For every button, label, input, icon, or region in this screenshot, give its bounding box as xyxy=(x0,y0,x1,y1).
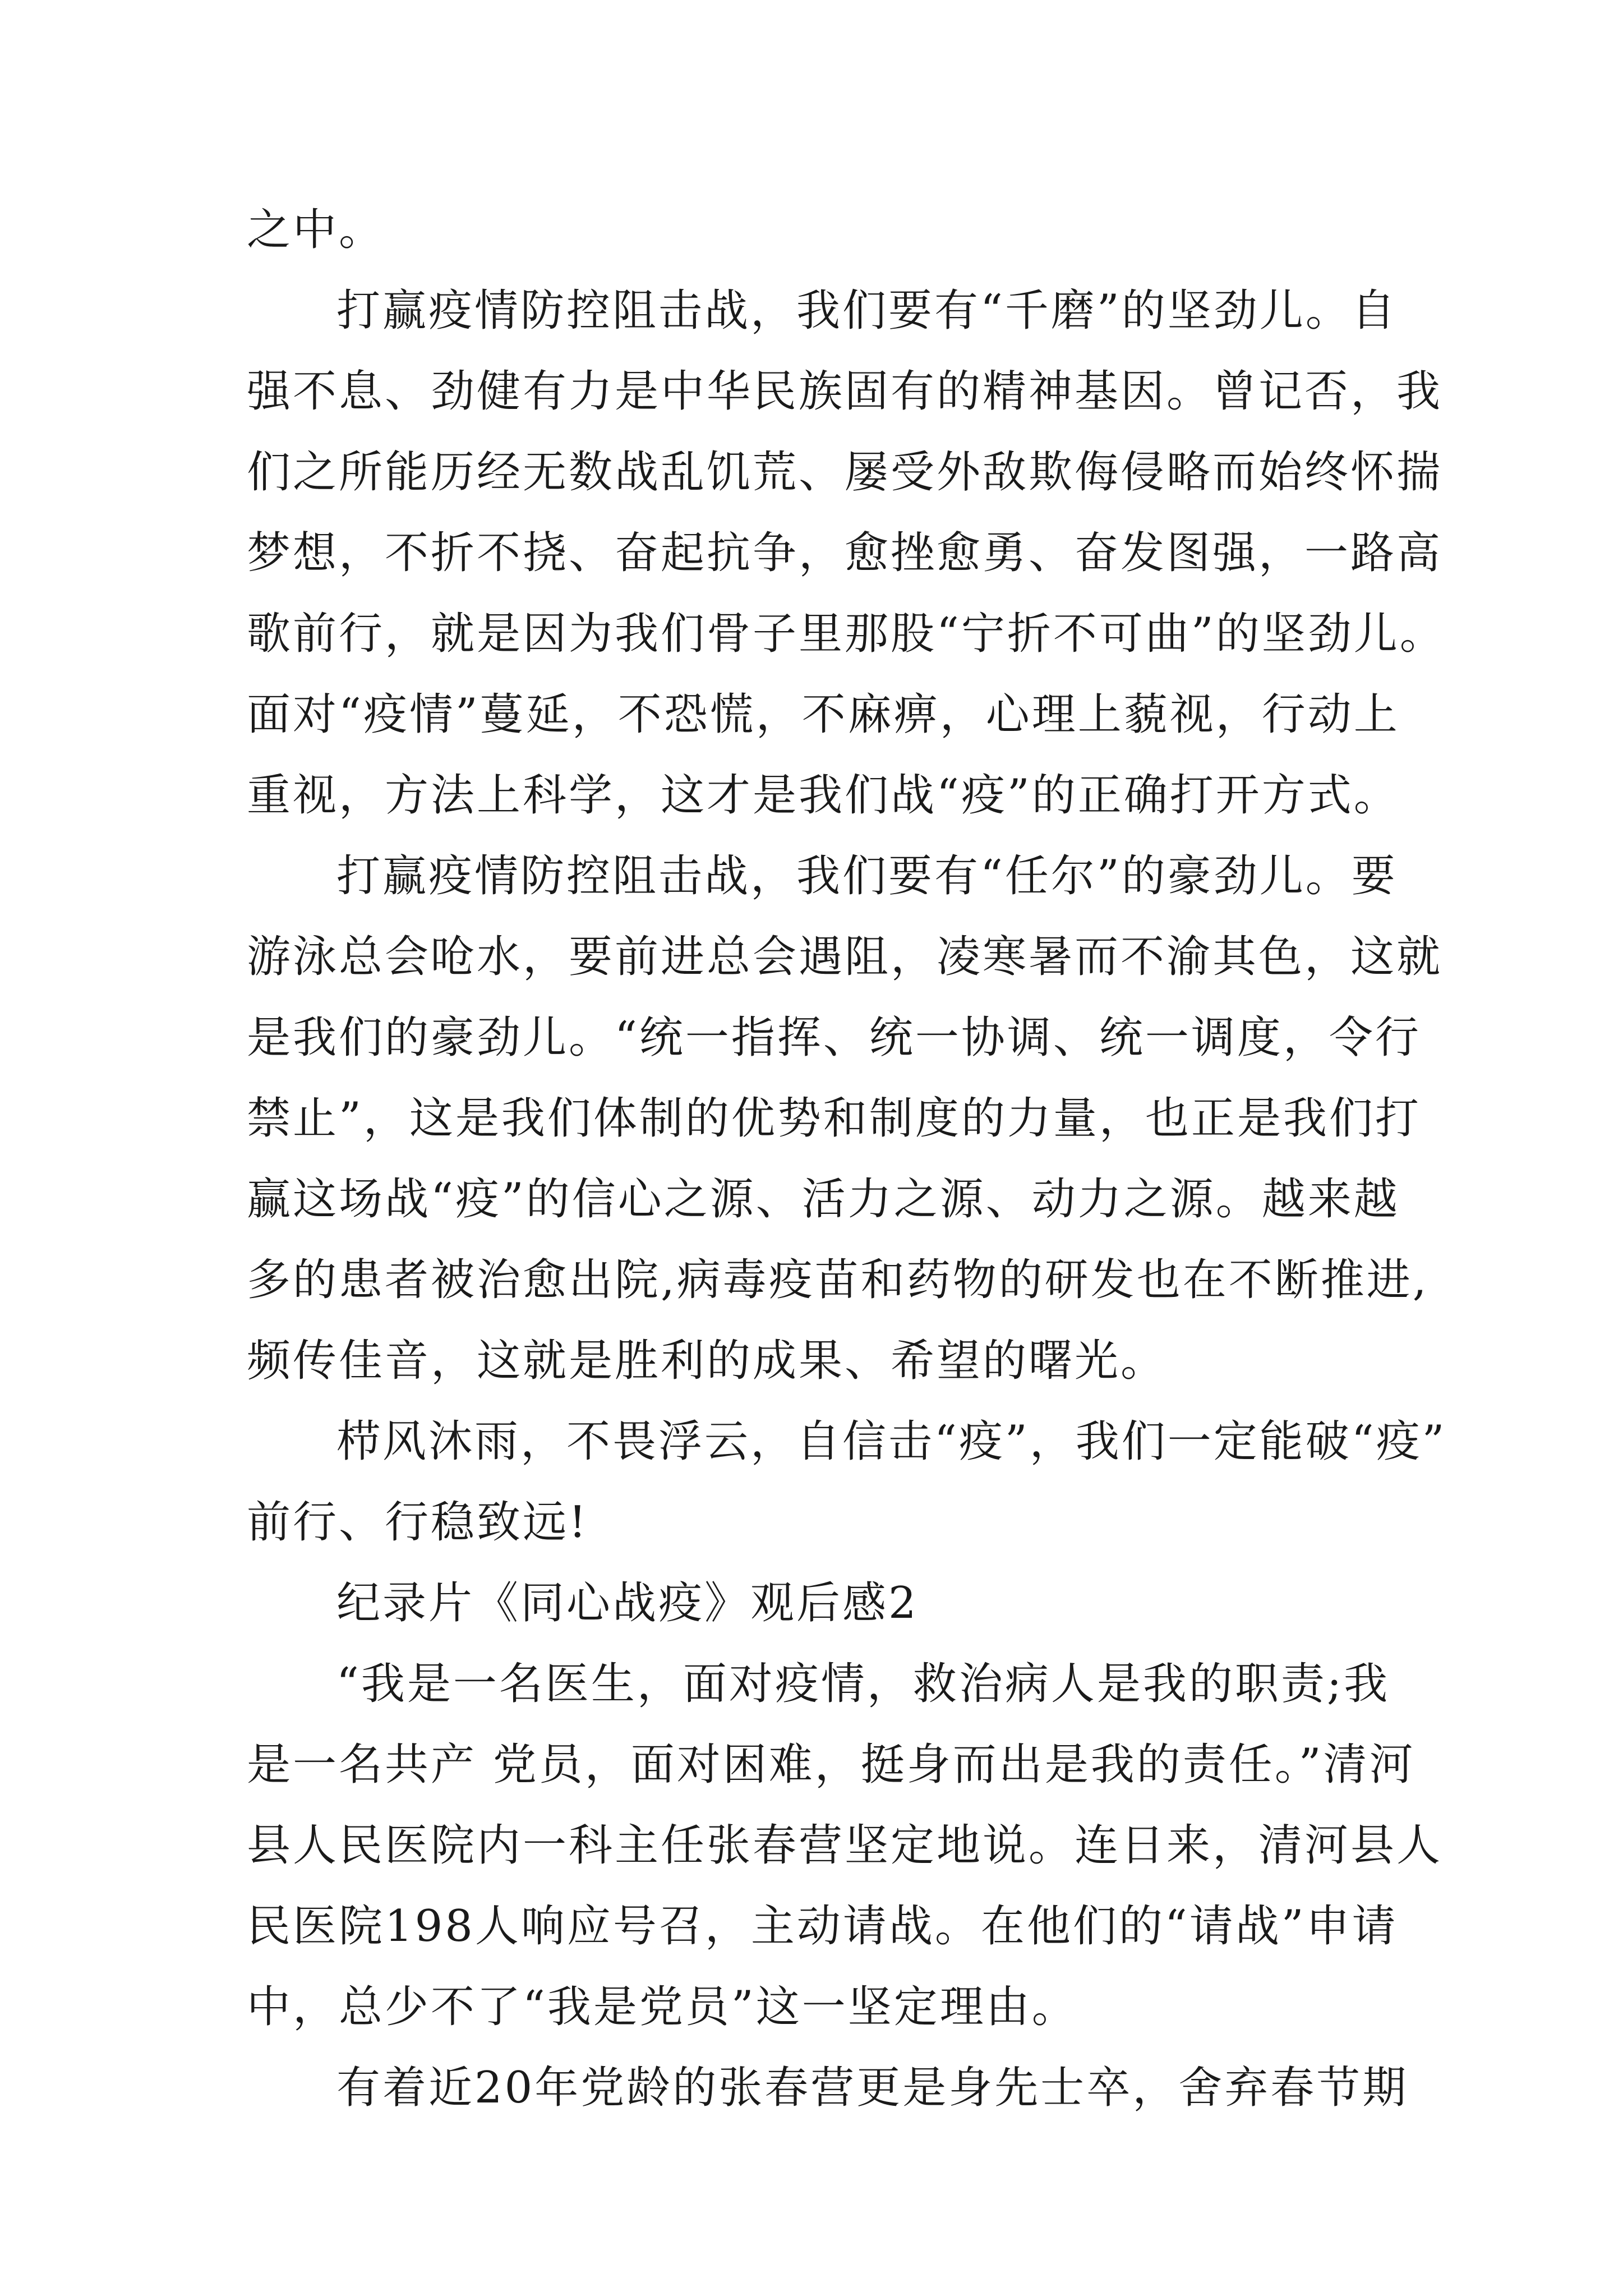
section-heading: 纪录片《同心战疫》观后感2 xyxy=(336,1578,919,1628)
paragraph-start-line: 栉风沐雨，不畏浮云，自信击“疫”，我们一定能破“疫” xyxy=(336,1416,1447,1467)
text-line: 面对“疫情”蔓延，不恐慌，不麻痹，心理上藐视，行动上 xyxy=(247,689,1400,740)
text-line: 梦想，不折不挠、奋起抗争，愈挫愈勇、奋发图强，一路高 xyxy=(247,528,1443,578)
text-line: 歌前行，就是因为我们骨子里那股“宁折不可曲”的坚劲儿。 xyxy=(247,609,1446,659)
text-line: 县人民医院内一科主任张春营坚定地说。连日来，清河县人 xyxy=(247,1820,1443,1871)
paragraph-start-line: 打赢疫情防控阻击战，我们要有“任尔”的豪劲儿。要 xyxy=(336,851,1398,901)
text-line: 前行、行稳致远! xyxy=(247,1497,589,1548)
text-line: 禁止”，这是我们体制的优势和制度的力量，也正是我们打 xyxy=(247,1093,1421,1144)
text-line: 重视，方法上科学，这才是我们战“疫”的正确打开方式。 xyxy=(247,770,1400,821)
document-body xyxy=(247,190,1447,2128)
paragraph-start-line: 打赢疫情防控阻击战，我们要有“千磨”的坚劲儿。自 xyxy=(336,286,1398,336)
paragraph-start-line: 有着近20年党龄的张春营更是身先士卒，舍弃春节期 xyxy=(336,2063,1409,2113)
text-line: 民医院198人响应号召，主动请战。在他们的“请战”申请 xyxy=(247,1901,1398,1952)
text-line: 中，总少不了“我是党员”这一坚定理由。 xyxy=(247,1982,1078,2032)
text-line: 是我们的豪劲儿。“统一指挥、统一协调、统一调度，令行 xyxy=(247,1013,1421,1063)
text-line: 是一名共产 党员，面对困难，挺身而出是我的责任。”清河 xyxy=(247,1740,1415,1790)
text-line: 频传佳音，这就是胜利的成果、希望的曙光。 xyxy=(247,1336,1167,1386)
text-line: 们之所能历经无数战乱饥荒、屡受外敌欺侮侵略而始终怀揣 xyxy=(247,447,1443,498)
text-line: 强不息、劲健有力是中华民族固有的精神基因。曾记否，我 xyxy=(247,366,1443,417)
text-line: 多的患者被治愈出院,病毒疫苗和药物的研发也在不断推进, xyxy=(247,1255,1429,1305)
text-line: 赢这场战“疫”的信心之源、活力之源、动力之源。越来越 xyxy=(247,1174,1400,1225)
text-line: 之中。 xyxy=(247,205,385,255)
text-line: 游泳总会呛水，要前进总会遇阻，凌寒暑而不渝其色，这就 xyxy=(247,932,1443,982)
paragraph-start-line: “我是一名医生，面对疫情，救治病人是我的职责;我 xyxy=(336,1659,1390,1709)
